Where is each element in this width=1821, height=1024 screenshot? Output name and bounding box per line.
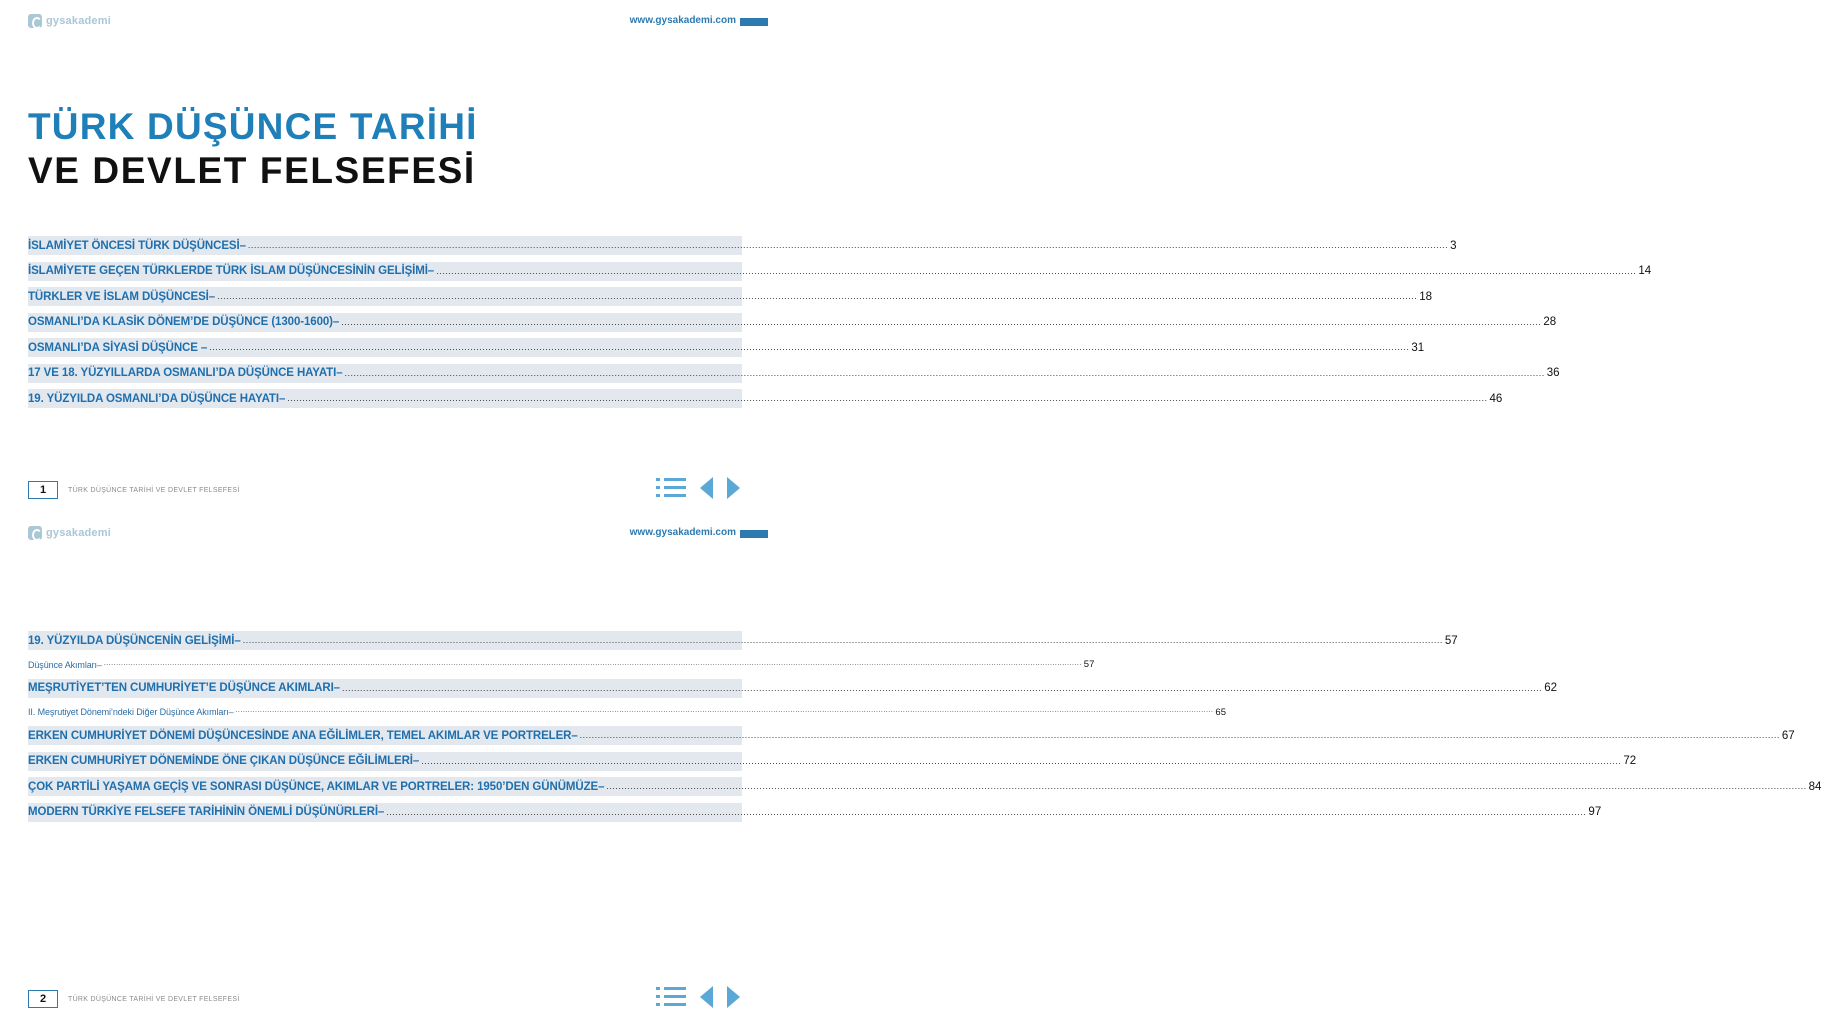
toc-entry-title: MEŞRUTİYET’TEN CUMHURİYET’E DÜŞÜNCE AKIMLARI– [28, 682, 340, 694]
toc-entry[interactable] [28, 704, 1226, 720]
toc-entry-page-number: 72 [1623, 755, 1637, 767]
toc-entry-title: TÜRKLER VE İSLAM DÜŞÜNCESİ– [28, 290, 216, 303]
toc-entry[interactable] [28, 287, 1433, 306]
toc-entry-title: İSLAMİYET ÖNCESİ TÜRK DÜŞÜNCESİ– [28, 239, 246, 252]
toc-entry[interactable] [28, 364, 1560, 383]
toc-entry-title: MODERN TÜRKİYE FELSEFE TARİHİNİN ÖNEMLİ DÜŞÜNÜRLERİ– [28, 806, 385, 818]
toc-entry-title: İSLAMİYETE GEÇEN TÜRKLERDE TÜRK İSLAM DÜŞÜNCESİNİN GELİŞİMİ– [28, 265, 435, 277]
toc-entry-page-number: 3 [1450, 239, 1457, 252]
toc-entry-page-number: 28 [1543, 316, 1557, 328]
next-page-icon[interactable] [727, 477, 740, 499]
logo [28, 526, 111, 540]
toc-entry-page-number: 57 [1083, 659, 1095, 670]
previous-page-icon[interactable] [700, 477, 713, 499]
toc-entry-title: Düşünce Akımları– [28, 659, 102, 670]
toc-entry-page-number: 62 [1544, 682, 1557, 694]
page-2 [0, 512, 1821, 1024]
next-page-icon[interactable] [727, 986, 740, 1008]
toc-leader-dots: ................................................................................................................................................................................................................................................................................................................................................................................................................ [606, 781, 1807, 791]
toc-entry-page-number: 67 [1781, 729, 1795, 742]
toc-entry-page-number: 46 [1489, 392, 1503, 405]
toc-entry-title: 17 VE 18. YÜZYILLARDA OSMANLI’DA DÜŞÜNCE HAYATI– [28, 367, 343, 379]
toc-entry-page-number: 65 [1215, 706, 1226, 718]
toc-leader-dots: ................................................................................................................................................................................................................................................................................................................................................................................................................ [217, 291, 1418, 301]
logo-text: gysakademi [46, 527, 111, 539]
header-accent-bar [740, 18, 768, 26]
toc-entry[interactable] [28, 752, 1637, 771]
toc-leader-dots: ................................................................................................................................................................................................................................................................................................................................................................................................................ [287, 393, 1488, 403]
toc-entry[interactable] [28, 262, 1652, 281]
header-accent-bar [740, 530, 768, 538]
toc-entry-page-number: 97 [1588, 806, 1602, 818]
toc-leader-dots: ................................................................................................................................................................................................................................................................................................................................................................................................................ [386, 806, 1587, 817]
toc-entry[interactable] [28, 657, 1095, 673]
logo [28, 14, 111, 28]
toc-leader-dots: ................................................................................................................................................................................................................................................................................................................................................................................................................ [247, 240, 1449, 250]
logo-text: gysakademi [46, 15, 111, 27]
toc-leader-dots: ................................................................................................................................................................................................................................................................................................................................................................................................................ [341, 316, 1542, 327]
toc-entry-title: ÇOK PARTİLİ YAŞAMA GEÇİŞ VE SONRASI DÜŞÜNCE, AKIMLAR VE PORTRELER: 1950’DEN GÜNÜMÜZE– [28, 780, 605, 793]
page-number-box: 1 [28, 481, 58, 499]
toc-entry-title: II. Meşrutiyet Dönemi’ndeki Diğer Düşünce Akımları– [28, 707, 234, 717]
toc-entry[interactable] [28, 313, 1557, 332]
table-of-contents [28, 631, 1821, 828]
toc-entry-title: ERKEN CUMHURİYET DÖNEMİ DÜŞÜNCESİNDE ANA EĞİLİMLER, TEMEL AKIMLAR VE PORTRELER– [28, 729, 578, 742]
toc-entry-title: 19. YÜZYILDA OSMANLI’DA DÜŞÜNCE HAYATI– [28, 392, 286, 405]
page-number-box: 2 [28, 990, 58, 1008]
toc-leader-dots: ................................................................................................................................................................................................................................................................................................................................................................................................................ [103, 659, 1082, 667]
toc-entry-title: ERKEN CUMHURİYET DÖNEMİNDE ÖNE ÇIKAN DÜŞÜNCE EĞİLİMLERİ– [28, 755, 420, 767]
list-menu-icon[interactable] [656, 986, 686, 1008]
list-menu-icon[interactable] [656, 477, 686, 499]
toc-entry[interactable] [28, 726, 1795, 745]
toc-leader-dots: ................................................................................................................................................................................................................................................................................................................................................................................................................ [421, 755, 1622, 766]
page-title-line1: TÜRK DÜŞÜNCE TARİHİ [28, 106, 478, 147]
page-title-line2: VE DEVLET FELSEFESİ [28, 150, 476, 191]
toc-entry[interactable] [28, 631, 1458, 650]
previous-page-icon[interactable] [700, 986, 713, 1008]
toc-leader-dots: ................................................................................................................................................................................................................................................................................................................................................................................................................ [579, 730, 1780, 740]
toc-entry[interactable] [28, 236, 1457, 255]
footer-title: TÜRK DÜŞÜNCE TARİHİ VE DEVLET FELSEFESİ [68, 996, 240, 1003]
toc-entry[interactable] [28, 803, 1602, 822]
toc-entry[interactable] [28, 338, 1425, 357]
toc-entry[interactable] [28, 777, 1821, 796]
toc-entry-page-number: 36 [1546, 367, 1560, 379]
toc-leader-dots: ................................................................................................................................................................................................................................................................................................................................................................................................................ [341, 682, 1543, 693]
toc-leader-dots: ................................................................................................................................................................................................................................................................................................................................................................................................................ [436, 265, 1637, 276]
logo-icon [28, 526, 42, 540]
table-of-contents [28, 236, 1652, 415]
footer-title: TÜRK DÜŞÜNCE TARİHİ VE DEVLET FELSEFESİ [68, 487, 240, 494]
toc-entry-page-number: 57 [1444, 634, 1458, 647]
toc-entry-title: OSMANLI’DA SİYASİ DÜŞÜNCE – [28, 341, 208, 354]
toc-entry-page-number: 14 [1638, 265, 1652, 277]
site-url-link[interactable]: www.gysakademi.com [629, 15, 736, 26]
toc-entry[interactable] [28, 389, 1503, 408]
toc-entry-page-number: 84 [1808, 780, 1821, 793]
site-url-link[interactable]: www.gysakademi.com [629, 527, 736, 538]
toc-entry-title: OSMANLI’DA KLASİK DÖNEM’DE DÜŞÜNCE (1300-1600)– [28, 316, 340, 328]
toc-entry[interactable] [28, 679, 1557, 698]
toc-entry-page-number: 18 [1419, 290, 1433, 303]
logo-icon [28, 14, 42, 28]
page-1 [0, 0, 1652, 512]
toc-leader-dots: ................................................................................................................................................................................................................................................................................................................................................................................................................ [344, 367, 1545, 378]
page-navigation [656, 477, 740, 499]
toc-leader-dots: ................................................................................................................................................................................................................................................................................................................................................................................................................ [235, 707, 1214, 714]
toc-leader-dots: ................................................................................................................................................................................................................................................................................................................................................................................................................ [242, 635, 1443, 645]
toc-entry-title: 19. YÜZYILDA DÜŞÜNCENİN GELİŞİMİ– [28, 634, 241, 647]
page-navigation [656, 986, 740, 1008]
toc-entry-page-number: 31 [1411, 341, 1425, 354]
toc-leader-dots: ................................................................................................................................................................................................................................................................................................................................................................................................................ [209, 342, 1410, 352]
